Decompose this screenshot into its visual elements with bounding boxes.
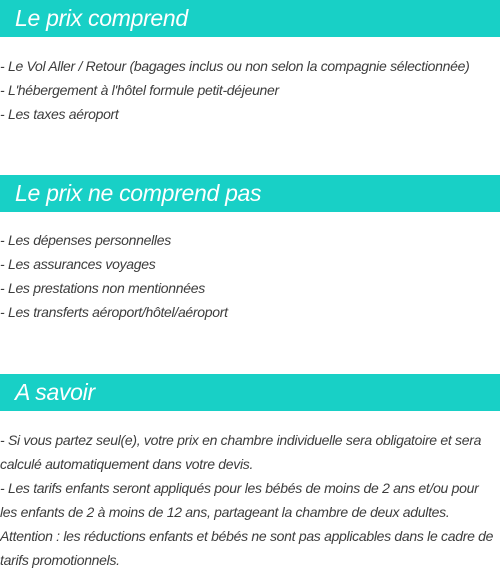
list-item: - Les taxes aéroport bbox=[0, 106, 119, 122]
info-paragraph: - Si vous partez seul(e), votre prix en chambre individuelle sera obligatoire et sera calculé automatiquement dans votre devis. bbox=[0, 432, 482, 472]
list-item: - Les dépenses personnelles bbox=[0, 232, 171, 248]
included-list bbox=[0, 54, 500, 126]
list-item: - Les transferts aéroport/hôtel/aéroport bbox=[0, 304, 228, 320]
info-text bbox=[0, 428, 500, 572]
list-item: - Le Vol Aller / Retour (bagages inclus ou non selon la compagnie sélectionnée) bbox=[0, 58, 470, 74]
section-good-to-know bbox=[0, 374, 500, 572]
section-price-excludes bbox=[0, 175, 500, 324]
section-title: A savoir bbox=[0, 374, 500, 411]
section-title: Le prix ne comprend pas bbox=[0, 175, 500, 212]
list-item: - Les assurances voyages bbox=[0, 256, 156, 272]
section-title: Le prix comprend bbox=[0, 0, 500, 37]
info-paragraph: Attention : les réductions enfants et bébés ne sont pas applicables dans le cadre de tarifs promotionnels. bbox=[0, 528, 494, 568]
excluded-list bbox=[0, 228, 500, 324]
list-item: - L'hébergement à l'hôtel formule petit-déjeuner bbox=[0, 82, 279, 98]
info-paragraph: - Les tarifs enfants seront appliqués pour les bébés de moins de 2 ans et/ou pour les enfants de 2 à moins de 12 ans, partageant la chambre de deux adultes. bbox=[0, 480, 479, 520]
list-item: - Les prestations non mentionnées bbox=[0, 280, 205, 296]
section-price-includes bbox=[0, 0, 500, 126]
